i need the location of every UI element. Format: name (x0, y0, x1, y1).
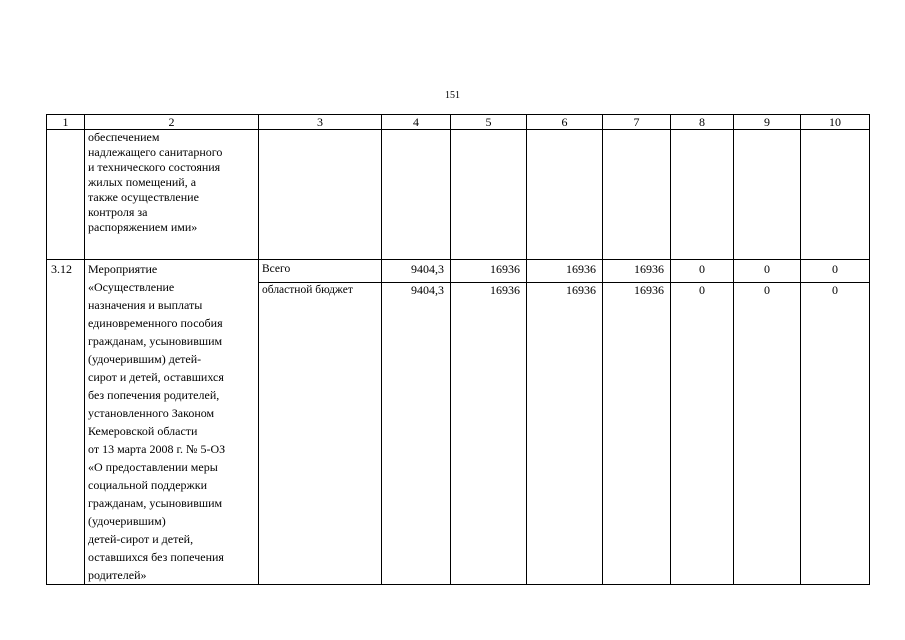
column-header-5: 5 (451, 115, 527, 130)
column-header-8: 8 (671, 115, 734, 130)
funding-source: областной бюджет (259, 282, 382, 584)
continuation-code-cell (47, 130, 85, 260)
column-header-7: 7 (603, 115, 671, 130)
value-cell: 16936 (603, 260, 671, 283)
column-header-3: 3 (259, 115, 382, 130)
empty-cell (259, 130, 382, 260)
column-header-9: 9 (734, 115, 801, 130)
budget-table (46, 114, 870, 585)
value-cell: 16936 (527, 260, 603, 283)
empty-cell (603, 130, 671, 260)
value-cell: 16936 (603, 282, 671, 584)
column-header-6: 6 (527, 115, 603, 130)
column-header-2: 2 (85, 115, 259, 130)
page-number: 151 (445, 90, 460, 101)
value-cell: 16936 (451, 282, 527, 584)
value-cell: 0 (734, 282, 801, 584)
value-cell: 9404,3 (382, 282, 451, 584)
value-cell: 16936 (527, 282, 603, 584)
value-cell: 0 (801, 260, 870, 283)
value-cell: 0 (801, 282, 870, 584)
table-row (47, 260, 870, 283)
empty-cell (801, 130, 870, 260)
column-header-4: 4 (382, 115, 451, 130)
empty-cell (671, 130, 734, 260)
column-header-10: 10 (801, 115, 870, 130)
empty-cell (527, 130, 603, 260)
value-cell: 9404,3 (382, 260, 451, 283)
funding-source: Всего (259, 260, 382, 283)
column-header-1: 1 (47, 115, 85, 130)
value-cell: 0 (671, 282, 734, 584)
value-cell: 16936 (451, 260, 527, 283)
value-cell: 0 (734, 260, 801, 283)
value-cell: 0 (671, 260, 734, 283)
continuation-row (47, 130, 870, 260)
column-header-row (47, 115, 870, 130)
measure-text: Мероприятие «Осуществление назначения и выплаты единовременного пособия гражданам, усыновившим (удочерившим) детей- сирот и детей, оставшихся без попечения родителей, установленного Законом Кемеровской области от 13 марта 2008 г. № 5-ОЗ «О предоставлении меры социальной поддержки гражданам, усыновившим (удочерившим) детей-сирот и детей, оставшихся без попечения родителей» (85, 260, 259, 585)
empty-cell (382, 130, 451, 260)
continuation-text: обеспечением надлежащего санитарного и технического состояния жилых помещений, а также осуществление контроля за распоряжением ими» (85, 130, 259, 260)
empty-cell (451, 130, 527, 260)
empty-cell (734, 130, 801, 260)
row-code: 3.12 (47, 260, 85, 585)
